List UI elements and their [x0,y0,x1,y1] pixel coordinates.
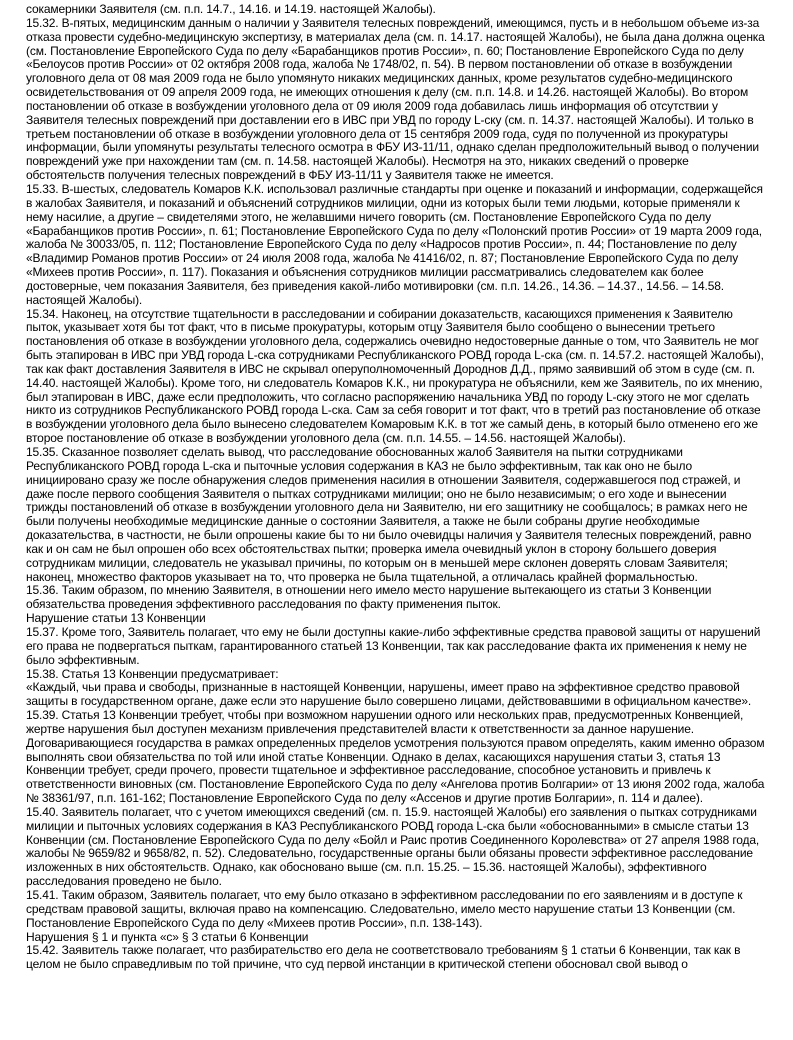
paragraph: «Каждый, чьи права и свободы, признанные в настоящей Конвенции, нарушены, имеет право на эффективное средство правовой защиты в государственном органе, даже если это нарушение было совершено лицами, действовавшими в официальном качестве». [26,680,752,709]
paragraph: 15.32. В-пятых, медицинским данным о наличии у Заявителя телесных повреждений, имеющимся, пусть и в небольшом объеме из-за отказа провести судебно-медицинскую экспертизу, в материалах дела (см. п. 14.17. настоящей Жалобы), не была дана должна оценка (см. Постановление Европейского Суда по делу «Барабанщиков против России», п. 60; Постановление Европейского Суда по делу «Белоусов против России» от 02 октября 2008 года, жалоба № 1748/02, п. 54). В первом постановлении об отказе в возбуждении уголовного дела от 08 мая 2009 года не было упомянуто никаких медицинских данных, кроме результатов судебно-медицинского освидетельствования от 09 апреля 2009 года, не имеющих отношения к делу (см. п.п. 14.8. и 14.26. настоящей Жалобы). Во втором постановлении об отказе в возбуждении уголовного дела от 09 июля 2009 года добавилась лишь информация об отсутствии у Заявителя телесных повреждений при доставлении его в ИВС при УВД по городу L-ску (см. п. 14.37. настоящей Жалобы). И только в третьем постановлении об отказе в возбуждении уголовного дела от 15 сентября 2009 года, судя по полученной из прокуратуры информации, были упомянуты результаты телесного осмотра в ФБУ ИЗ-11/11, однако сделан предположительный вывод о получении повреждений уже при нахождении там (см. п. 14.58. настоящей Жалобы). Несмотря на это, никаких сведений о проверке обстоятельств получения телесных повреждений в ФБУ ИЗ-11/11 у Заявителя также не имеется. [26,15,765,183]
paragraph: 15.41. Таким образом, Заявитель полагает, что ему было отказано в эффективном расследовании по его заявлениям и в доступе к средствам правовой защиты, включая право на компенсацию. Следовательно, имело место нарушение статьи 13 Конвенции (см. Постановление Европейского Суда по делу «Михеев против России», п.п. 138-143). [26,888,743,930]
paragraph: 15.36. Таким образом, по мнению Заявителя, в отношении него имело место нарушение вытекающего из статьи 3 Конвенции обязательства проведения эффективного расследования по факту применения пыток. [26,583,712,612]
paragraph: Нарушение статьи 13 Конвенции [26,611,206,626]
paragraph: 15.35. Сказанное позволяет сделать вывод, что расследование обоснованных жалоб Заявителя на пытки сотрудниками Республиканского РОВД города L-ска и пыточные условия содержания в КАЗ не было эффективным, так как оно не было инициировано сразу же после обнаружения следов применения насилия в отношении Заявителя, содержавшегося под стражей, и даже после первого сообщения Заявителя о пытках сотрудниками милиции; оно не было независимым; о его ходе и вынесении трижды постановлений об отказе в возбуждении уголовного дела ни Заявителю, ни его защитнику не сообщалось; в рамках него не были получены необходимые медицинские данные о состоянии Заявителя, а также не были собраны другие необходимые доказательства, в частности, не были опрошены какие бы то ни было очевидцы наличия у Заявителя телесных повреждений, равно как и он сам не был опрошен обо всех обстоятельствах пытки; проверка имела очевидный уклон в сторону большего доверия сотрудникам милиции, следователь не указывал причины, по которым он в меньшей мере склонен доверять словам Заявителя; наконец, множество факторов указывает на то, что проверка не была тщательной, а отличалась крайней формальностью. [26,445,752,584]
paragraph: 15.34. Наконец, на отсутствие тщательности в расследовании и собирании доказательств, касающихся применения к Заявителю пыток, указывает хотя бы тот факт, что в письме прокуратуры, которым отцу Заявителя было сообщено о вынесении третьего постановления об отказе в возбуждении уголовного дела, содержались очевидно недостоверные данные о том, что Заявитель не мог быть этапирован в ИВС при УВД города L-ска сотрудниками Республиканского РОВД города L-ска (см. п. 14.57.2. настоящей Жалобы), так как факт доставления Заявителя в ИВС не скрывал оперуполномоченный Дороднов Д.Д., прямо заявивший об этом в суде (см. п. 14.40. настоящей Жалобы). Кроме того, ни следователь Комаров К.К., ни прокуратура не объяснили, кем же Заявитель, по их мнению, был этапирован в ИВС, даже если предположить, что согласно распоряжению начальника УВД по городу L-ску этого не мог сделать никто из сотрудников Республиканского РОВД города L-ска. Сам за себя говорит и тот факт, что в третий раз постановление об отказе в возбуждении уголовного дела было вынесено следователем Комаровым К.К. в тот же самый день, в который было отменено его же второе постановление об отказе в возбуждении уголовного дела (см. п.п. 14.55. – 14.56. настоящей Жалобы). [26,306,764,446]
paragraph: 15.37. Кроме того, Заявитель полагает, что ему не были доступны какие-либо эффективные средства правовой защиты от нарушений его права не подвергаться пыткам, гарантированного статьей 13 Конвенции, так как расследование факта их применения к нему не было эффективным. [26,624,761,667]
paragraph: сокамерники Заявителя (см. п.п. 14.7., 14.16. и 14.19. настоящей Жалобы). [26,2,436,16]
paragraph: 15.39. Статья 13 Конвенции требует, чтобы при возможном нарушении одного или нескольких прав, предусмотренных Конвенцией, жертве нарушения был доступен механизм привлечения представителей власти к ответственности за данное нарушение. Договаривающиеся государства в рамках определенных пределов усмотрения пользуются правом определять, каким именно образом выполнять свои обязательства по той или иной статье Конвенции. Однако в делах, касающихся нарушения статьи 3, статья 13 Конвенции требует, среди прочего, провести тщательное и эффективное расследование, способное установить и привлечь к ответственности виновных (см. Постановление Европейского Суда по делу «Ангелова против Болгарии» от 13 июня 2002 года, жалоба № 38361/97, п.п. 161-162; Постановление Европейского Суда по делу «Ассенов и другие против Болгарии», п. 114 и далее). [26,708,765,806]
paragraph: Нарушения § 1 и пункта «с» § 3 статьи 6 Конвенции [26,929,309,944]
paragraph: 15.40. Заявитель полагает, что с учетом имеющихся сведений (см. п. 15.9. настоящей Жалобы) его заявления о пытках сотрудниками милиции и пыточных условиях содержания в КАЗ Республиканского РОВД города L-ска были «обоснованными» в смысле статьи 13 Конвенции (см. Постановление Европейского Суда по делу «Бойл и Раис против Соединенного Королевства» от 27 апреля 1988 года, жалобы № 9659/82 и 9658/82, п. 52). Следовательно, государственные органы были обязаны провести эффективное расследование изложенных в них обстоятельств. Однако, как обосновано выше (см. п.п. 15.25. – 15.36. настоящей Жалобы), эффективного расследования проведено не было. [26,804,760,889]
paragraph: 15.42. Заявитель также полагает, что разбирательство его дела не соответствовало требованиям § 1 статьи 6 Конвенции, так как в целом не было справедливым по той причине, что суд первой инстанции в критической степени обосновал свой вывод о [26,943,741,972]
paragraph: 15.33. В-шестых, следователь Комаров К.К. использовал различные стандарты при оценке и показаний и информации, содержащейся в жалобах Заявителя, и показаний и объяснений сотрудников милиции, одни из которых были теми людьми, которые применяли к нему насилие, а другие – свидетелями этого, не желавшими ничего говорить (см. Постановление Европейского Суда по делу «Барабанщиков против России», п. 61; Постановление Европейского Суда по делу «Полонский против России» от 19 марта 2009 года, жалоба № 30033/05, п. 112; Постановление Европейского Суда по делу «Надросов против России», п. 44; Постановление по делу «Владимир Романов против России» от 24 июля 2008 года, жалоба № 41416/02, п. 87; Постановление Европейского Суда по делу «Михеев против России», п. 117). Показания и объяснения сотрудников милиции рассматривались следователем как более достоверные, чем показания Заявителя, без приведения какой-либо мотивировки (см. п.п. 14.26., 14.36. – 14.37., 14.56. – 14.58. настоящей Жалобы). [26,181,763,307]
paragraph: 15.38. Статья 13 Конвенции предусматривает: [26,666,279,681]
